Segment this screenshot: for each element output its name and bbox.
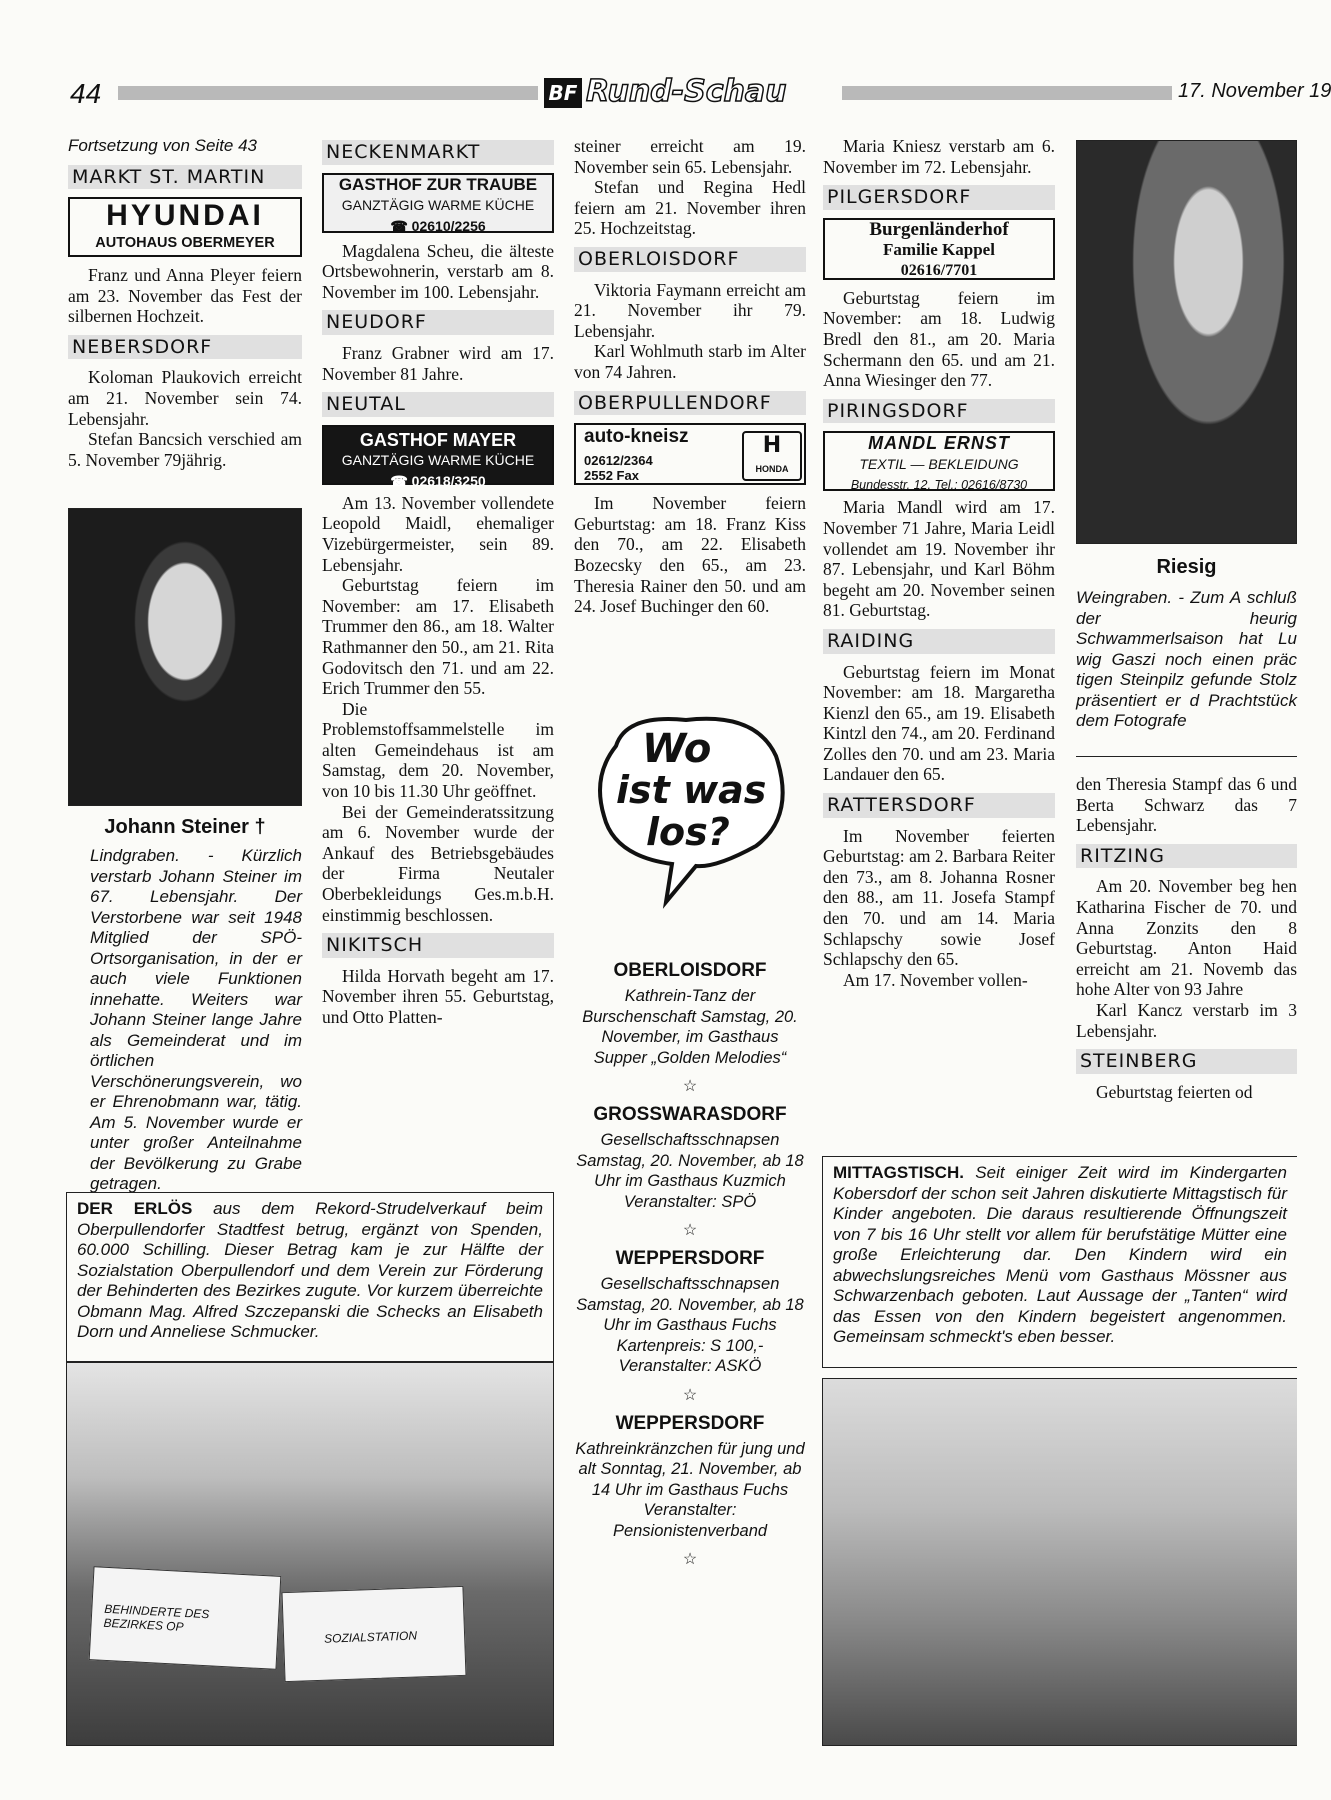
mittag-text: Seit einiger Zeit wird im Kindergarten Kobersdorf der schon seit Jahren diskutierte Mittagstisch für Kinder angeboten. Die daraus resultierende Öffnungszeit von 7 bis 16 Uhr stellt vor allem für berufstätige Mütter eine große Erleichterung dar. Den Kindern wird ein abwechslungsreiches Menü vom Gasthaus Mössner aus Schwarzenbach geboten. Laut Aussage der „Tanten“ wird das Essen von den Kindern begeistert angenommen. Gemeinsam schmeckt's eben besser.	[833, 1163, 1287, 1346]
events-list	[574, 954, 806, 1577]
ad-hyundai	[68, 197, 302, 257]
text-ritzing-1: Am 20. November beg hen Katharina Fischer de 70. und Anna Zonzits den 8 Geburtstag. Anton Haid erreicht am 21. Novemb das hohe Alter von 93 Jahre	[1076, 876, 1297, 1000]
heading-nebersdorf: NEBERSDORF	[68, 335, 302, 360]
mittag-lead: MITTAGSTISCH.	[833, 1163, 964, 1182]
erloes-box	[66, 1192, 554, 1362]
heading-oberloisdorf: OBERLOISDORF	[574, 247, 806, 272]
text-rattersdorf-2: Am 17. November vollen-	[843, 969, 1028, 990]
ad-hyundai-brand: HYUNDAI	[106, 199, 264, 233]
check-1	[89, 1566, 282, 1670]
ad-kneisz-name: auto-kneisz	[584, 426, 689, 448]
photo-check-handover	[66, 1362, 554, 1746]
ad-auto-kneisz	[574, 423, 806, 485]
column-1	[68, 136, 302, 470]
divider-riesig	[1076, 756, 1297, 757]
text-ritzing-2: Karl Kancz verstarb im 3 Lebensjahr.	[1076, 999, 1297, 1041]
ad-mandl-sub: TEXTIL — BEKLEIDUNG	[859, 455, 1019, 472]
page-header	[70, 74, 1331, 114]
event-1-place: OBERLOISDORF	[613, 960, 767, 981]
ad-traube-sub: GANZTÄGIG WARME KÜCHE	[341, 197, 535, 214]
logo-bf: BF	[544, 78, 582, 108]
ad-mandl-ernst	[823, 431, 1055, 491]
ad-burg-sub: Familie Kappel	[883, 240, 995, 260]
event-1-text: Kathrein-Tanz der Burschenschaft Samstag, 20. November, im Gasthaus Supper „Golden Melodies“	[582, 987, 798, 1067]
text-oberloisdorf-1: Viktoria Faymann erreicht am 21. November ihr 79. Lebensjahr.	[574, 279, 806, 341]
honda-label: HONDA	[755, 464, 789, 475]
text-markt: Franz und Anna Pleyer feiern am 23. November das Fest der silbernen Hochzeit.	[68, 265, 302, 327]
heading-nikitsch: NIKITSCH	[322, 933, 554, 958]
text-johann-steiner: Lindgraben. - Kürzlich verstarb Johann Steiner im 67. Lebensjahr. Der Verstorbene war seit 1948 Mitglied der SPÖ-Ortsorganisation, in der er auch viele Funktionen innehatte. Weiters war Johann Steiner lange Jahre als Gemeinderat und im örtlichen Verschönerungsverein, wo er Ehrenobmann war, tätig. Am 5. November wurde er unter großer Anteilnahme der Bevölkerung zu Grabe getragen.	[90, 846, 302, 1193]
text-neb-2: Stefan Bancsich verschied am 5. November 79jährig.	[68, 429, 302, 470]
erloes-text: aus dem Rekord-Strudelverkauf beim Oberpullendorfer Stadtfest betrug, ergänzt von Spenden, 60.000 Schilling. Dieser Betrag kam je zur Hälfte der Sozialstation Oberpullendorf und dem Verein zur Förderung der Behinderten des Bezirkes zugute. Vor kurzem überreichte Obmann Mag. Alfred Szczepanski die Schecks an Elisabeth Dorn und Anneliese Schmucker.	[77, 1199, 543, 1341]
heading-neudorf: NEUDORF	[322, 310, 554, 335]
continued-note: Fortsetzung von Seite 43	[68, 136, 258, 155]
honda-h-icon: H	[762, 433, 782, 459]
heading-raiding: RAIDING	[823, 629, 1055, 654]
text-neckenmarkt: Magdalena Scheu, die älteste Ortsbewohnerin, verstarb am 8. November im 100. Lebensjahr.	[322, 240, 554, 302]
event-4-text: Kathreinkränzchen für jung und alt Sonntag, 21. November, ab 14 Uhr im Gasthaus Fuchs Veranstalter: Pensionistenverband	[575, 1439, 805, 1540]
column-3	[574, 136, 806, 617]
photo-johann-steiner	[68, 508, 302, 806]
heading-markt-st-martin: MARKT ST. MARTIN	[68, 165, 302, 190]
text-nikitsch: Hilda Horvath begeht am 17. November ihren 55. Geburtstag, und Otto Platten-	[322, 965, 554, 1027]
logo-title: Rund-Schau	[586, 74, 787, 109]
bubble-line-1: Wo	[642, 726, 712, 772]
ad-kneisz-tel: 02612/2364	[584, 453, 653, 469]
check-1-text: BEHINDERTE DES BEZIRKES OP	[103, 1601, 210, 1634]
text-piringsdorf: Maria Mandl wird am 17. November 71 Jahre, Maria Leidl vollendet am 19. November ihr 87. Lebensjahr, und Karl Böhm begeht am 20. November seinen 81. Geburtstag.	[823, 497, 1055, 621]
ad-burg-name: Burgenländerhof	[869, 218, 1009, 240]
star-icon: ☆	[682, 1078, 698, 1095]
heading-steinberg: STEINBERG	[1076, 1049, 1297, 1074]
text-riesig: Weingraben. - Zum A schluß der heurig Schwammerlsaison hat Lu wig Gaszi noch einen präc tigen Steinpilz gefunde Stolz präsentiert er d Prachtstück dem Fotografe	[1076, 588, 1297, 730]
event-2-place: GROSSWARASDORF	[593, 1104, 787, 1125]
issue-date: 17. November 19	[1178, 80, 1331, 102]
header-rule-right	[842, 86, 1172, 100]
heading-piringsdorf: PIRINGSDORF	[823, 399, 1055, 424]
star-icon: ☆	[682, 1222, 698, 1239]
bubble-line-3: los?	[646, 810, 730, 854]
column-2	[322, 136, 554, 1028]
text-steinberg: Geburtstag feierten od	[1096, 1081, 1253, 1102]
ad-gasthof-mayer	[322, 425, 554, 489]
event-2-text: Gesellschaftsschnapsen Samstag, 20. November, ab 18 Uhr im Gasthaus Kuzmich Veranstalter: SPÖ	[576, 1131, 804, 1211]
ad-hyundai-sub: AUTOHAUS OBERMEYER	[95, 235, 275, 252]
text-cont-2: Stefan und Regina Hedl feiern am 21. November ihren 25. Hochzeitstag.	[574, 177, 806, 239]
check-2	[281, 1586, 466, 1682]
photo-kindergarten	[822, 1378, 1297, 1746]
star-icon: ☆	[682, 1386, 698, 1404]
text-neutal-1: Am 13. November vollendete Leopold Maidl, ehemaliger Vizebürgermeister, sein 89. Lebensjahr.	[322, 492, 554, 575]
text-rattersdorf-1: Im November feierten Geburtstag: am 2. Barbara Reiter den 73., am 8. Johanna Rosner den 88., am 11. Josefa Stampf den 70. und am 14. Maria Schlapschy sowie Josef Schlapschy den 65.	[823, 825, 1055, 970]
text-raiding: Geburtstag feiern im Monat November: am 18. Margaretha Kienzl den 65., am 19. Elisabeth Kintzl den 74., am 20. Ferdinand Zolles den 70. und am 23. Maria Landauer den 65.	[823, 661, 1055, 785]
ad-mayer-tel: ☎ 02618/3250	[390, 472, 486, 489]
bubble-line-2: ist was	[616, 768, 767, 812]
heading-pilgersdorf: PILGERSDORF	[823, 185, 1055, 210]
photo-riesig-mushroom	[1076, 140, 1297, 544]
caption-riesig: Riesig	[1156, 556, 1217, 578]
ad-mandl-name: MANDL ERNST	[868, 433, 1010, 454]
heading-oberpullendorf: OBERPULLENDORF	[574, 391, 806, 416]
heading-rattersdorf: RATTERSDORF	[823, 793, 1055, 818]
text-neb-1: Koloman Plaukovich erreicht am 21. November sein 74. Lebensjahr.	[68, 367, 302, 429]
ad-burgenlaenderhof	[823, 218, 1055, 280]
heading-neutal: NEUTAL	[322, 392, 554, 417]
ad-mayer-sub: GANZTÄGIG WARME KÜCHE	[341, 452, 535, 469]
caption-johann-steiner: Johann Steiner †	[104, 816, 266, 838]
event-4-place: WEPPERSDORF	[615, 1412, 765, 1434]
column-4	[823, 136, 1055, 990]
ad-traube-tel: ☎ 02610/2256	[390, 217, 486, 234]
heading-neckenmarkt: NECKENMARKT	[322, 140, 554, 165]
page-number: 44	[70, 78, 102, 109]
text-neudorf: Franz Grabner wird am 17. November 81 Jahre.	[322, 342, 554, 384]
text-col5-cont: den Theresia Stampf das 6 und Berta Schwarz das 7 Lebensjahr.	[1076, 774, 1297, 836]
check-2-text: SOZIALSTATION	[323, 1628, 418, 1646]
text-col4-cont: Maria Kniesz verstarb am 6. November im 72. Lebensjahr.	[823, 136, 1055, 177]
erloes-lead: DER ERLÖS	[77, 1199, 193, 1218]
text-neutal-2: Geburtstag feiern im November: am 17. Elisabeth Trummer den 86., am 18. Walter Rathmanner den 50., am 21. Rita Godovitsch den 71. und am 22. Erich Trummer den 55.	[322, 575, 554, 699]
ad-kneisz-fax: 2552 Fax	[584, 468, 639, 484]
ad-mandl-addr: Bundesstr. 12, Tel.: 02616/8730	[850, 477, 1028, 492]
event-3-place: WEPPERSDORF	[615, 1248, 765, 1269]
ad-traube-name: GASTHOF ZUR TRAUBE	[338, 174, 538, 194]
heading-ritzing: RITZING	[1076, 844, 1297, 869]
ad-mayer-name: GASTHOF MAYER	[359, 429, 517, 450]
ad-gasthof-traube	[322, 173, 554, 233]
text-oberpullendorf: Im November feiern Geburtstag: am 18. Franz Kiss den 70., am 22. Elisabeth Bozecsky den 65., am 23. Theresia Rainer den 50. und am 24. Josef Buchinger den 60.	[574, 493, 806, 617]
header-rule-left	[118, 86, 538, 100]
text-neutal-4: Bei der Gemeinderatssitzung am 6. November wurde der Ankauf des Betriebsgebäudes der Firma Neutaler Oberbekleidungs Ges.m.b.H. einstimmig beschlossen.	[322, 801, 554, 925]
event-3-text: Gesellschaftsschnapsen Samstag, 20. November, ab 18 Uhr im Gasthaus Fuchs Kartenpreis: S 100,- Veranstalter: ASKÖ	[576, 1275, 804, 1375]
text-pilgersdorf: Geburtstag feiern im November: am 18. Ludwig Bredl den 81., am 20. Maria Schermann den 65. und am 21. Anna Wiesinger den 77.	[823, 287, 1055, 391]
column-5	[1076, 774, 1297, 1136]
ad-burg-tel: 02616/7701	[900, 261, 978, 279]
mittagstisch-box	[822, 1156, 1297, 1368]
star-icon: ☆	[682, 1551, 698, 1568]
text-oberloisdorf-2: Karl Wohlmuth starb im Alter von 74 Jahren.	[574, 341, 806, 382]
events-bubble	[586, 706, 796, 926]
text-cont-1: steiner erreicht am 19. November sein 65. Lebensjahr.	[574, 136, 806, 177]
text-neutal-3: Die Problemstoffsammelstelle im alten Gemeindehaus ist am Samstag, dem 20. November, von 10 bis 11.30 Uhr geöffnet.	[322, 698, 554, 802]
honda-logo	[742, 431, 802, 481]
